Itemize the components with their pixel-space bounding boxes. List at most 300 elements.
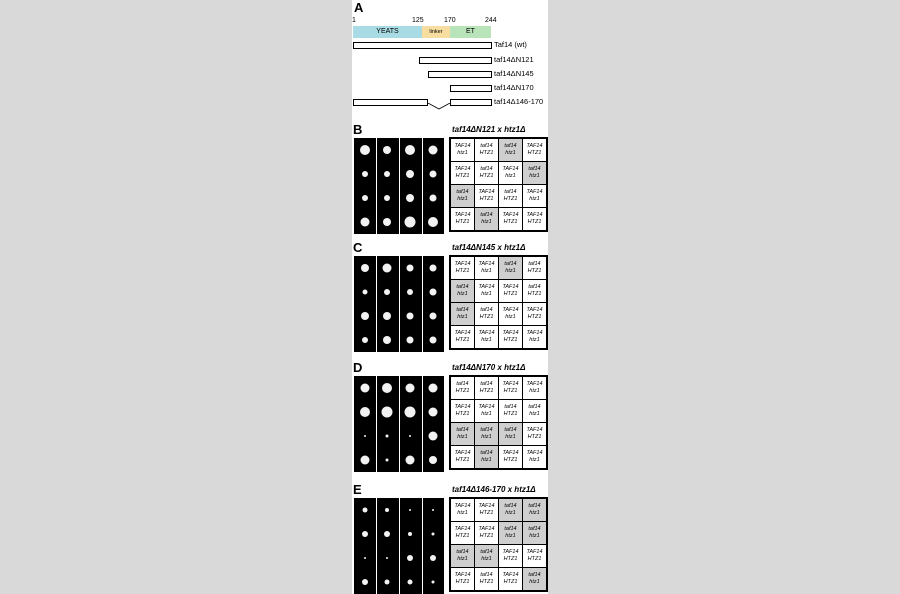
construct-label-dn121: taf14ΔN121 (494, 55, 534, 64)
plate-divider (399, 138, 400, 234)
colony-spot (428, 217, 438, 227)
genotype-cell (499, 522, 523, 545)
genotype-cell (475, 568, 499, 591)
colony-spot (362, 337, 368, 343)
tick-125: 125 (412, 17, 424, 24)
htz1-allele: htz1 (529, 579, 540, 585)
genotype-cell (475, 499, 499, 522)
htz1-allele: htz1 (529, 173, 540, 179)
htz1-allele: HTZ1 (527, 434, 542, 440)
plate-divider (422, 376, 423, 472)
htz1-allele: htz1 (481, 219, 492, 225)
genotype-cell (523, 326, 547, 349)
panel-d-label: D (353, 360, 363, 375)
htz1-allele: htz1 (457, 150, 468, 156)
genotype-cell (451, 499, 475, 522)
figure-page (352, 0, 548, 594)
plate-divider (376, 138, 377, 234)
colony-spot (384, 171, 390, 177)
htz1-allele: htz1 (505, 533, 516, 539)
genotype-cell (451, 280, 475, 303)
genotype-cell (523, 377, 547, 400)
construct-bar-d146-170-left (353, 99, 428, 106)
domain-linker: linker (422, 26, 450, 38)
tetrad-plate-image (354, 376, 444, 472)
taf14-allele: taf14 (480, 572, 493, 578)
construct-bar-dn145 (428, 71, 492, 78)
colony-spot (362, 579, 368, 585)
plate-divider (376, 498, 377, 594)
taf14-allele: TAF14 (502, 330, 519, 336)
htz1-allele: HTZ1 (527, 219, 542, 225)
htz1-allele: htz1 (529, 533, 540, 539)
taf14-allele: taf14 (480, 307, 493, 313)
genotype-cell (499, 280, 523, 303)
genotype-cell (499, 162, 523, 185)
genotype-row (451, 326, 547, 349)
taf14-allele: taf14 (504, 526, 517, 532)
taf14-allele: TAF14 (454, 166, 471, 172)
colony-spot (362, 171, 368, 177)
construct-bar-d146-170-right (450, 99, 492, 106)
taf14-allele: taf14 (528, 404, 541, 410)
construct-label-d146-170: taf14Δ146-170 (494, 97, 544, 106)
htz1-allele: HTZ1 (503, 196, 518, 202)
genotype-cell (451, 162, 475, 185)
htz1-allele: htz1 (505, 173, 516, 179)
taf14-allele: taf14 (456, 381, 469, 387)
construct-bar-dn170 (450, 85, 492, 92)
taf14-allele: TAF14 (502, 284, 519, 290)
taf14-allele: TAF14 (502, 381, 519, 387)
taf14-allele: TAF14 (454, 526, 471, 532)
htz1-allele: HTZ1 (503, 411, 518, 417)
htz1-allele: htz1 (505, 268, 516, 274)
taf14-allele: TAF14 (454, 261, 471, 267)
taf14-allele: TAF14 (478, 261, 495, 267)
htz1-allele: HTZ1 (503, 579, 518, 585)
taf14-allele: TAF14 (454, 572, 471, 578)
genotype-cell (451, 423, 475, 446)
genotype-cell (475, 545, 499, 568)
colony-spot (409, 435, 411, 437)
colony-spot (361, 264, 369, 272)
htz1-allele: htz1 (529, 388, 540, 394)
genotype-cell (523, 280, 547, 303)
genotype-cell (523, 208, 547, 231)
genotype-cell (499, 377, 523, 400)
taf14-allele: TAF14 (502, 166, 519, 172)
colony-spot (383, 264, 392, 273)
taf14-allele: taf14 (528, 261, 541, 267)
genotype-cell (451, 185, 475, 208)
genotype-grid (449, 375, 548, 470)
domain-et: ET (450, 26, 491, 38)
genotype-cell (523, 545, 547, 568)
colony-spot (386, 435, 389, 438)
taf14-allele: TAF14 (478, 503, 495, 509)
genotype-cell (523, 185, 547, 208)
panel-b-label: B (353, 122, 363, 137)
genotype-cell (451, 208, 475, 231)
htz1-allele: HTZ1 (527, 556, 542, 562)
htz1-allele: htz1 (505, 314, 516, 320)
tick-244: 244 (485, 17, 497, 24)
taf14-allele: taf14 (480, 381, 493, 387)
genotype-cell (523, 162, 547, 185)
genotype-cell (499, 499, 523, 522)
construct-label-dn170: taf14ΔN170 (494, 83, 534, 92)
colony-spot (363, 290, 368, 295)
colony-spot (407, 265, 414, 272)
colony-spot (409, 509, 411, 511)
taf14-allele: taf14 (456, 427, 469, 433)
htz1-allele: HTZ1 (479, 314, 494, 320)
taf14-allele: TAF14 (502, 450, 519, 456)
genotype-row (451, 208, 547, 231)
domain-yeats: YEATS (353, 26, 422, 38)
htz1-allele: HTZ1 (455, 337, 470, 343)
htz1-allele: htz1 (505, 150, 516, 156)
genotype-cell (499, 545, 523, 568)
taf14-allele: TAF14 (454, 212, 471, 218)
colony-spot (382, 407, 393, 418)
colony-spot (383, 336, 391, 344)
genotype-cell (475, 326, 499, 349)
genotype-grid (449, 497, 548, 592)
colony-spot (384, 531, 390, 537)
htz1-allele: HTZ1 (455, 579, 470, 585)
colony-spot (432, 581, 435, 584)
taf14-allele: TAF14 (478, 526, 495, 532)
taf14-allele: TAF14 (454, 404, 471, 410)
genotype-cell (499, 400, 523, 423)
colony-spot (360, 407, 370, 417)
colony-spot (405, 217, 416, 228)
genotype-cell (499, 257, 523, 280)
genotype-cell (451, 522, 475, 545)
tick-170: 170 (444, 17, 456, 24)
genotype-row (451, 522, 547, 545)
genotype-row (451, 423, 547, 446)
genotype-cell (475, 400, 499, 423)
taf14-allele: taf14 (480, 427, 493, 433)
colony-spot (362, 531, 368, 537)
taf14-allele: TAF14 (502, 549, 519, 555)
htz1-allele: HTZ1 (479, 388, 494, 394)
taf14-allele: TAF14 (526, 427, 543, 433)
genotype-row (451, 303, 547, 326)
htz1-allele: HTZ1 (479, 579, 494, 585)
htz1-allele: HTZ1 (503, 219, 518, 225)
genotype-cell (475, 377, 499, 400)
taf14-allele: taf14 (528, 526, 541, 532)
taf14-allele: taf14 (528, 572, 541, 578)
colony-spot (382, 383, 392, 393)
colony-spot (406, 384, 415, 393)
plate-divider (422, 138, 423, 234)
htz1-allele: HTZ1 (455, 411, 470, 417)
tetrad-plate-image (354, 138, 444, 234)
colony-spot (430, 171, 437, 178)
htz1-allele: htz1 (481, 291, 492, 297)
colony-spot (429, 456, 437, 464)
genotype-cell (523, 423, 547, 446)
genotype-cell (523, 303, 547, 326)
genotype-cell (523, 446, 547, 469)
panel-a-label: A (354, 0, 364, 15)
genotype-row (451, 185, 547, 208)
genotype-cell (475, 423, 499, 446)
genotype-cell (475, 162, 499, 185)
taf14-allele: taf14 (456, 549, 469, 555)
taf14-allele: taf14 (480, 549, 493, 555)
taf14-allele: taf14 (480, 166, 493, 172)
htz1-allele: htz1 (457, 314, 468, 320)
colony-spot (429, 432, 438, 441)
htz1-allele: HTZ1 (527, 150, 542, 156)
cross-title: taf14Δ146-170 x htz1Δ (452, 485, 536, 494)
plate-divider (376, 376, 377, 472)
taf14-allele: TAF14 (502, 572, 519, 578)
plate-divider (399, 498, 400, 594)
htz1-allele: htz1 (505, 510, 516, 516)
genotype-cell (523, 568, 547, 591)
tick-1: 1 (352, 17, 356, 24)
htz1-allele: htz1 (505, 434, 516, 440)
genotype-cell (499, 423, 523, 446)
taf14-allele: taf14 (456, 284, 469, 290)
htz1-allele: HTZ1 (503, 388, 518, 394)
taf14-allele: TAF14 (478, 284, 495, 290)
htz1-allele: HTZ1 (527, 314, 542, 320)
colony-spot (430, 313, 437, 320)
cross-title: taf14ΔN170 x htz1Δ (452, 363, 526, 372)
tetrad-plate-image (354, 256, 444, 352)
construct-bar-wt (353, 42, 492, 49)
colony-spot (430, 337, 437, 344)
genotype-cell (499, 446, 523, 469)
genotype-cell (475, 522, 499, 545)
htz1-allele: htz1 (457, 291, 468, 297)
taf14-allele: taf14 (504, 143, 517, 149)
colony-spot (384, 289, 390, 295)
colony-spot (362, 195, 368, 201)
htz1-allele: HTZ1 (527, 268, 542, 274)
htz1-allele: HTZ1 (455, 268, 470, 274)
taf14-allele: TAF14 (526, 212, 543, 218)
colony-spot (407, 555, 413, 561)
taf14-allele: TAF14 (454, 143, 471, 149)
colony-spot (405, 145, 415, 155)
construct-bar-dn121 (419, 57, 492, 64)
colony-spot (408, 580, 413, 585)
colony-spot (430, 195, 437, 202)
taf14-allele: taf14 (480, 450, 493, 456)
genotype-cell (475, 446, 499, 469)
taf14-allele: taf14 (528, 503, 541, 509)
colony-spot (406, 456, 415, 465)
genotype-cell (475, 257, 499, 280)
taf14-allele: TAF14 (526, 450, 543, 456)
htz1-allele: HTZ1 (503, 556, 518, 562)
genotype-cell (451, 377, 475, 400)
genotype-cell (475, 303, 499, 326)
plate-divider (422, 498, 423, 594)
htz1-allele: htz1 (481, 457, 492, 463)
colony-spot (406, 194, 414, 202)
colony-spot (430, 289, 437, 296)
htz1-allele: htz1 (457, 556, 468, 562)
construct-label-dn145: taf14ΔN145 (494, 69, 534, 78)
genotype-row (451, 400, 547, 423)
genotype-cell (451, 139, 475, 162)
genotype-cell (499, 568, 523, 591)
htz1-allele: htz1 (529, 457, 540, 463)
cross-title: taf14ΔN145 x htz1Δ (452, 243, 526, 252)
colony-spot (364, 557, 366, 559)
deletion-connector (428, 103, 450, 111)
genotype-row (451, 545, 547, 568)
taf14-allele: TAF14 (526, 143, 543, 149)
genotype-cell (523, 139, 547, 162)
colony-spot (383, 218, 391, 226)
colony-spot (386, 557, 388, 559)
taf14-allele: taf14 (504, 404, 517, 410)
plate-divider (399, 256, 400, 352)
htz1-allele: HTZ1 (479, 533, 494, 539)
htz1-allele: htz1 (481, 556, 492, 562)
colony-spot (407, 289, 413, 295)
htz1-allele: htz1 (457, 434, 468, 440)
genotype-row (451, 139, 547, 162)
htz1-allele: htz1 (457, 510, 468, 516)
htz1-allele: htz1 (529, 337, 540, 343)
taf14-allele: TAF14 (478, 330, 495, 336)
genotype-grid (449, 137, 548, 232)
colony-spot (429, 384, 438, 393)
htz1-allele: HTZ1 (455, 173, 470, 179)
genotype-cell (451, 545, 475, 568)
taf14-allele: TAF14 (478, 189, 495, 195)
colony-spot (386, 459, 389, 462)
colony-spot (361, 384, 370, 393)
genotype-row (451, 446, 547, 469)
htz1-allele: HTZ1 (479, 150, 494, 156)
htz1-allele: htz1 (481, 434, 492, 440)
colony-spot (432, 533, 435, 536)
htz1-allele: HTZ1 (455, 388, 470, 394)
plate-divider (399, 376, 400, 472)
taf14-allele: TAF14 (526, 189, 543, 195)
htz1-allele: HTZ1 (503, 337, 518, 343)
genotype-cell (475, 208, 499, 231)
cross-title: taf14ΔN121 x htz1Δ (452, 125, 526, 134)
genotype-cell (451, 303, 475, 326)
colony-spot (361, 312, 369, 320)
htz1-allele: htz1 (457, 196, 468, 202)
genotype-row (451, 257, 547, 280)
taf14-allele: taf14 (456, 189, 469, 195)
genotype-cell (523, 522, 547, 545)
tetrad-plate-image (354, 498, 444, 594)
colony-spot (383, 312, 391, 320)
htz1-allele: HTZ1 (479, 173, 494, 179)
colony-spot (361, 456, 370, 465)
colony-spot (383, 146, 391, 154)
plate-divider (376, 256, 377, 352)
colony-spot (407, 337, 414, 344)
genotype-cell (523, 257, 547, 280)
htz1-allele: htz1 (481, 337, 492, 343)
colony-spot (363, 508, 368, 513)
genotype-cell (475, 185, 499, 208)
colony-spot (385, 580, 390, 585)
colony-spot (408, 532, 412, 536)
taf14-allele: taf14 (528, 284, 541, 290)
taf14-allele: taf14 (480, 212, 493, 218)
taf14-allele: TAF14 (454, 330, 471, 336)
htz1-allele: HTZ1 (527, 291, 542, 297)
panel-c-label: C (353, 240, 363, 255)
genotype-cell (499, 326, 523, 349)
genotype-row (451, 499, 547, 522)
htz1-allele: HTZ1 (455, 457, 470, 463)
taf14-allele: TAF14 (502, 212, 519, 218)
colony-spot (407, 313, 414, 320)
genotype-row (451, 162, 547, 185)
htz1-allele: HTZ1 (479, 510, 494, 516)
taf14-allele: TAF14 (526, 381, 543, 387)
taf14-allele: taf14 (504, 261, 517, 267)
genotype-cell (499, 139, 523, 162)
colony-spot (429, 146, 438, 155)
taf14-allele: taf14 (456, 307, 469, 313)
htz1-allele: HTZ1 (503, 457, 518, 463)
genotype-cell (451, 446, 475, 469)
genotype-cell (451, 568, 475, 591)
genotype-cell (451, 257, 475, 280)
genotype-cell (499, 208, 523, 231)
genotype-row (451, 377, 547, 400)
taf14-allele: TAF14 (478, 404, 495, 410)
colony-spot (432, 509, 434, 511)
taf14-allele: TAF14 (502, 307, 519, 313)
genotype-cell (451, 326, 475, 349)
htz1-allele: HTZ1 (455, 533, 470, 539)
taf14-allele: TAF14 (526, 330, 543, 336)
colony-spot (364, 435, 366, 437)
genotype-cell (499, 185, 523, 208)
taf14-allele: taf14 (504, 503, 517, 509)
taf14-allele: TAF14 (454, 503, 471, 509)
htz1-allele: htz1 (481, 268, 492, 274)
genotype-cell (475, 139, 499, 162)
genotype-cell (523, 400, 547, 423)
taf14-allele: taf14 (528, 166, 541, 172)
htz1-allele: HTZ1 (455, 219, 470, 225)
construct-label-wt: Taf14 (wt) (494, 40, 527, 49)
plate-divider (422, 256, 423, 352)
genotype-grid (449, 255, 548, 350)
htz1-allele: htz1 (481, 411, 492, 417)
colony-spot (385, 508, 389, 512)
genotype-cell (475, 280, 499, 303)
genotype-cell (451, 400, 475, 423)
taf14-allele: TAF14 (526, 549, 543, 555)
genotype-row (451, 568, 547, 591)
genotype-row (451, 280, 547, 303)
